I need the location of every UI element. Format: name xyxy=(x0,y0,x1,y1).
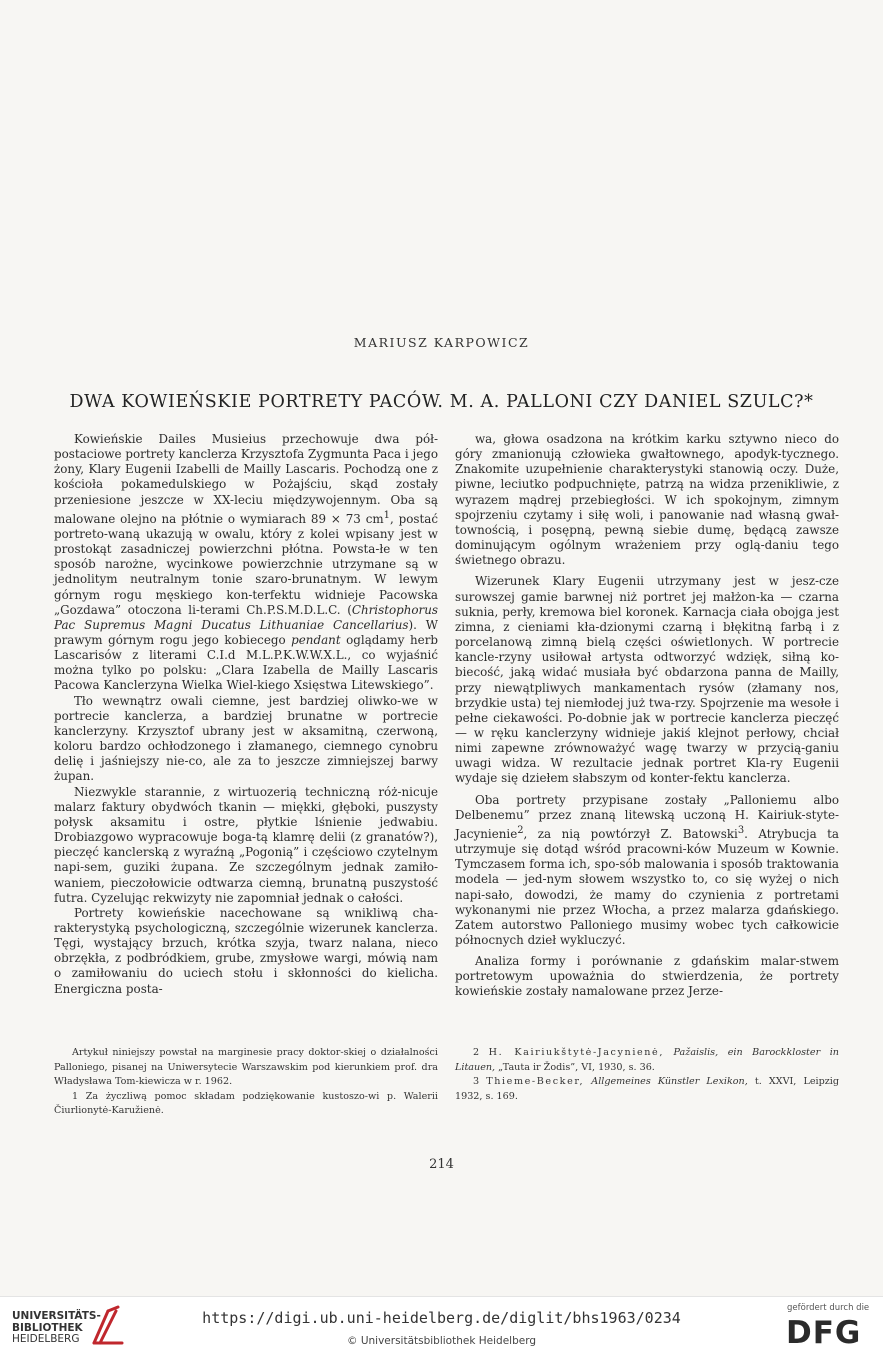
left-text-column xyxy=(54,432,438,997)
paragraph: Niezwykle starannie, z wirtuozerią techniczną róż-nicuje malarz faktury obydwóch tkanin — miękki, głęboki, puszysty połysk aksamitu i ostre, płytkie lśnienie jedwabiu. Drobiazgowo wypracowuje boga-tą klamrę delii (z granatów?), pieczęć kanclerską z wyraźną „Pogonią” i częściowo czytelnym napi-sem, guziki żupana. Ze szczególnym jednak zamiło-waniem, pieczołowicie odtwarza ciemną, brunatną puszystość futra. Cyzelując rekwizyty nie zapomniał jednak o całości. xyxy=(54,784,438,905)
footnote-2: 2 H. Kairiukštytė-Jacynienė, Pažaislis, ein Barockkloster in Litauen, „Tauta ir Žodis”, VI, 1930, s. 36. xyxy=(455,1047,839,1073)
paragraph: Kowieńskie Dailes Musieius przechowuje dwa pół-postaciowe portrety kanclerza Krzysztofa Zygmunta Paca i jego żony, Klary Eugenii Izabelli de Mailly Lascaris. Pochodzą one z kościoła pokamedulskiego w Pożajściu, skąd zostały przeniesione jeszcze w XX-leciu międzywojennym. Oba są malowane olejno na płótnie o wymiarach 89 × 73 $cm^1$, postać portreto-waną ukazują w owalu, który z kolei wpisany jest w prostokąt zasadniczej powierzchni płótna. Powsta-łe w ten sposób narożne, wycinkowe powierzchnie utrzymane są w jednolitym neutralnym tonie szaro-brunatnym. W lewym górnym rogu męskiego kon-terfektu widnieje Pacowska „Gozdawa” otoczona li-terami Ch.P.S.M.D.L.C. (Christophorus Pac Supremus Magni Ducatus Lithuaniae Cancellarius). W prawym górnym rogu jego kobiecego pendant oglądamy herb Lascarisów z literami C.I.d M.L.P.K.W.W.X.L., co wyjaśnić można tylko po polsku: „Clara Izabella de Mailly Lascaris Pacowa Kanclerzyna Wielka Wiel-kiego Xsięstwa Litewskiego”. xyxy=(54,432,438,693)
copyright-notice: © Universitätsbibliothek Heidelberg xyxy=(346,1335,536,1347)
footnote-ref: 1 xyxy=(383,509,390,521)
paragraph: Portrety kowieńskie nacechowane są wnikliwą cha-rakterystyką psychologiczną, szczególnie wizerunek kanclerza. Tęgi, wystający brzuch, krótka szyja, twarz nalana, nieco obrzękła, z podbródkiem, grube, zmysłowe wargi, mówią nam o zamiłowaniu do uciech stołu i skłonności do kielicha. Energiczna posta- xyxy=(54,905,438,996)
permalink-url[interactable]: https://digi.ub.uni-heidelberg.de/diglit/bhs1963/0234 xyxy=(202,1309,681,1327)
article-author: MARIUSZ KARPOWICZ xyxy=(353,335,530,350)
footnote-ref: 3 xyxy=(737,824,745,836)
right-text-column xyxy=(455,432,839,1000)
funding-caption: gefördert durch die xyxy=(787,1303,870,1313)
paragraph: wa, głowa osadzona na krótkim karku sztywno nieco do góry zmanionują człowieka gwałtownego, apodyk-tycznego. Znakomite uzupełnienie charakterystyki stanowią oczy. Duże, piwne, leciutko podpuchnięte, patrzą na widza przenikliwie, z wyrazem mądrej przebiegłości. W ich spokojnym, zimnym spojrzeniu czytamy i siłę woli, i panowanie nad własną gwał-townością, i posępną, pewną siebie dumę, będącą zawsze dominującym ogólnym wrażeniem przy oglą-daniu tego świetnego obrazu. xyxy=(455,432,839,568)
viewer-footer xyxy=(0,1296,883,1359)
page-number: 214 xyxy=(429,1157,454,1172)
footnote-1: 1 Za życzliwą pomoc składam podziękowanie kustoszo-wi p. Walerii Čiurlionytė-Karužienė. xyxy=(54,1090,438,1116)
paragraph: Analiza formy i porównanie z gdańskim malar-stwem portretowym upoważnia do stwierdzenia, że portrety kowieńskie zostały namalowane przez Jerze- xyxy=(455,954,839,999)
paragraph: Tło wewnątrz owali ciemne, jest bardziej oliwko-we w portrecie kanclerza, a bardziej brunatne w portrecie kanclerzyny. Krzysztof ubrany jest w aksamitną, czerwoną, koloru bardzo ochłodzonego i złamanego, ciemnego cynobru delię i jaśniejszy nie-co, ale za to jeszcze zimniejszej barwy żupan. xyxy=(54,693,438,784)
paragraph: Wizerunek Klary Eugenii utrzymany jest w jesz-cze surowszej gamie barwnej niż portret jej małżon-ka — czarna suknia, perły, kremowa biel koronek. Karnacja ciała obojga jest zimna, z cieniami kła-dzionymi czarną i błękitną farbą i z porcelanową zimną bielą części oświetlonych. W portrecie kancle-rzyny usiłował artysta odtworzyć wdzięk, siłną ko-biecość, jaką widać musiała być obdarzona panna de Mailly, przy niewątpliwych mankamentach rysów (złamany nos, brzydkie usta) tej niemłodej już twa-rzy. Spojrzenie ma wesołe i pełne ciekawości. Po-dobnie jak w portrecie kanclerza pieczęć — w ręku kanclerzyny widnieje jakiś klejnot perłowy, chciał nimi zapewne zrównoważyć wagę twarzy w przycią-ganiu uwagi widza. W rezultacie jednak portret Kla-ry Eugenii wydaje się dziełem słabszym od konter-fektu kanclerza. xyxy=(455,574,839,786)
footnote-ref: 2 xyxy=(517,824,524,836)
footnote-3: 3 Thieme-Becker, Allgemeines Künstler Lexikon, t. XXVI, Leipzig 1932, s. 169. xyxy=(455,1076,839,1102)
dfg-logo[interactable]: DFG xyxy=(786,1315,862,1351)
footnotes-left xyxy=(54,1046,438,1119)
article-title: DWA KOWIEŃSKIE PORTRETY PACÓW. M. A. PALLONI CZY DANIEL SZULC?* xyxy=(69,392,814,412)
footnote-star: Artykuł niniejszy powstał na marginesie pracy doktor-skiej o działalności Palloniego, pisanej na Uniwersytecie Warszawskim pod kierunkiem prof. dra Władysława Tom-kiewicza w r. 1962. xyxy=(54,1047,438,1087)
paragraph: Oba portrety przypisane zostały „Palloniemu albo Delbenemu” przez znaną litewską uczoną H. Kairiuk-styte-Jacynienie$^2$, za nią powtórzył Z. Batowski$^3$. Atrybucja ta utrzymuje się dotąd wśród pracowni-ków Muzeum w Kownie. Tymczasem forma ich, spo-sób malowania i sposób traktowania modela — jed-nym słowem wszystko to, co się wyżej o nich napi-sało, dowodzi, że mamy do czynienia z portretami wykonanymi nie przez Włocha, a przez malarza gdańskiego. Zatem autorstwo Palloniego musimy wobec tych całkowicie północnych dzieł wykluczyć. xyxy=(455,792,839,947)
footnotes-right xyxy=(455,1046,839,1104)
library-logo-text[interactable]: UNIVERSITÄTS- BIBLIOTHEK HEIDELBERG xyxy=(12,1310,101,1345)
